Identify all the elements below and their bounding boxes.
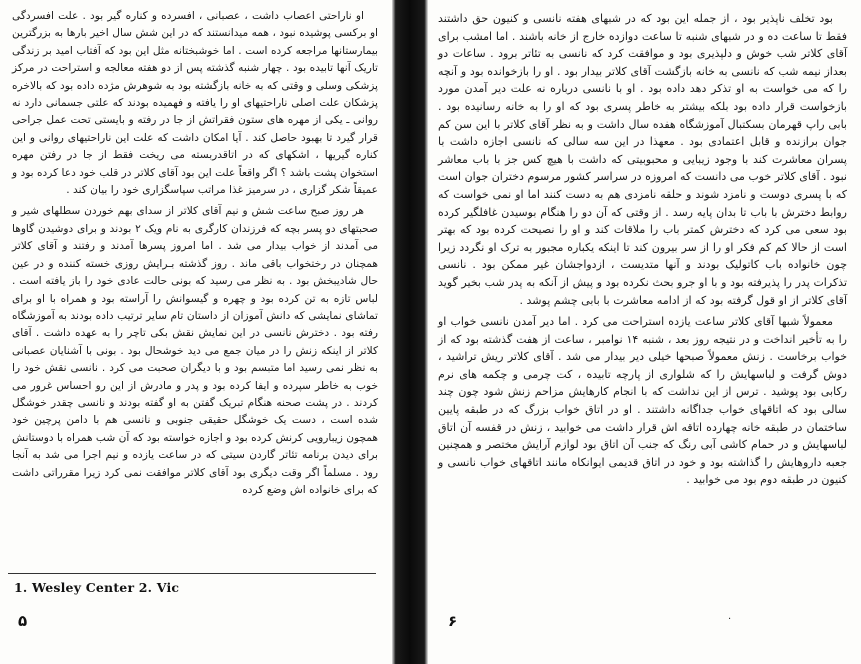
page-number: ۶ <box>448 612 458 630</box>
paragraph: هر روز صبح ساعت شش و نیم آقای کلاتر از سدای بهم خوردن سطلهای شیر و صحبتهای دو پسر بچه که فرزندان کارگری به نام ویک ۲ بودند و برای دوشیدن گاوها می آمدند از خواب بیدار می شد . اما امروز پسرها آمدند و رفتند و آقای کلاتر همچنان در رختخواب باقی ماند . روز گذشته بـرایش روزی خسته کننده و در عین حال شادیبخش بود . به نظر می رسید که بونی حالت عادی خود را باز یافته است . لباس تازه به تن کرده بود و چهره و گیسوانش را آراسته بود و همراه با او برای تماشای نمایشی که دانش آموزان از داستان تام سایر ترتیب داده بودند به آموزشگاه رفته بود . دخترش نانسی در این نمایش نقش بکی تاچر را به عهده داشت . آقای کلاتر از اینکه زنش را در میان جمع می دید خوشحال بود . بونی با آشنایان عصبانی به نظر نمی رسید اما متبسم بود و با دیگران صحبت می کرد . نانسی نقش خود را خوب به خاطر سپرده و ایفا کرده بود و پدر و مادرش از این رو احساس غرور می کردند . در پشت صحنه هنگام تبریک گفتن به او گفته بودند و نانسی چقدر خوشگل شده است ، دست یک خوشگل حقیقی جنوبی و نانسی هم با دامن پرچین خود همچون زیبارویی کرنش کرده بود و اجازه خواسته بود که آن شب همراه با دوستانش برای دیدن برنامه تئاتر گاردن سیتی که در ساعت یازده و نیم اجرا می شد به آنجا رود . مسلماً اگر وقت دیگری بود آقای کلاتر موافقت نمی کرد زیرا مقرراتی داشت که برای خانواده اش وضع کرده <box>12 205 379 496</box>
page-speck: · <box>728 614 732 625</box>
paragraph: او ناراحتی اعصاب داشت ، عصبانی ، افسرده و کناره گیر بود . علت افسردگی او برکسی پوشیده نبود ، همه میدانستند که در این شش سال اخیر بارها به بزرگترین بیمارستانها مراجعه کرده است . اما خوشبختانه مثل این بود که آفتاب امید بر زندگی تاریک آنها تابیده بود . چهار شنبه گذشته پس از دو هفته معالجه و استراحت در مرکز پزشکی وسلی و وقتی که به خانه بازگشته بود به شوهرش مژده داده بود که بالاخره پزشکان علت اصلی ناراحتیهای او را یافته و فهمیده بودند که علتی جسمانی دارد نه روانی ـ یکی از مهره های ستون فقراتش از جا در رفته و بایستی تحت عمل جراحی قرار گیرد تا بهبود حاصل کند . آیا امکان داشت که علت این ناراحتیهای روانی و این کناره گیریها ، اشکهای که در اتاقدربسته می ریخت فقط از جا در رفتن مهره استخوان پشت باشد ؟ اگر واقعاً علت این بود آقای کلاتر در قلب خود دعا کرده بود و عمیقاً شکر گزاری ، در سرمیز غذا مراتب سپاسگزاری خود را بیان کند . <box>12 10 378 197</box>
book-gutter <box>392 0 428 664</box>
page-number: ۵ <box>18 612 28 630</box>
footnote-divider <box>8 573 376 574</box>
paragraph: بود تخلف ناپذیر بود ، از جمله این بود که در شبهای هفته نانسی و کنیون حق داشتند فقط تا ساعت ده و در شبهای شنبه تا ساعت دوازده خارج از خانه باشند . اما امشب برای آقای کلاتر شب خوش و دلپذیری بود و موافقت کرد که نانسی به تئاتر برود . ساعات دو بعداز نیمه شب که نانسی به خانه بازگشت آقای کلاتر بیدار بود . او را بازخوانده بود و آنچه را که می خواست به او تذکر دهد داده بود . او با نانسی درباره نه علت دیر آمدن مورد بازخواست قرار داده بود بلکه بیشتر به خاطر پسری بود که او را به خانه رسانیده بود . بابی راپ قهرمان بسکتبال آموزشگاه هفده سال داشت و به نظر آقای کلاتر با این سن کم جوان برازنده و قابل اعتمادی بود . معهذا در این سه سالی که نانسی اجازه داشت با پسران معاشرت کند با وجود زیبایی و محبوبیتی که داشت با هیچ کس جز با باب معاشر نبود . آقای کلاتر خوب می دانست که امروزه در سراسر کشور مرسوم دختران جوان است که با پسری دوست و نامزد شوند و حلقه نامزدی هم به دست کنند اما او نمی خواست که روابط دخترش با باب تا بدان پایه رسد . از وقتی که آن دو را هنگام بوسیدن غافلگیر کرده بود سعی می کرد که دخترش کمتر باب را ملاقات کند و او را نصیحت کرده بود که بهتر است از حالا کم کم فکر او را از سر بیرون کند تا اینکه یکباره مجبور به ترک او نگردد زیرا چون خانواده باب کاتولیک بودند و آنها متدیست ، ازدواجشان غیر ممکن بود . نانسی تذکرات پدر را پذیرفته بود و با او جرو بحث نکرده بود و پیش از آنکه به پدر شب بخیر گوید آقای کلاتر از او قول گرفته بود که از ادامه معاشرت با بابی چشم پوشد . <box>438 12 847 307</box>
left-page <box>0 0 392 664</box>
left-page-body <box>12 8 378 499</box>
paragraph: معمولاً شبها آقای کلاتر ساعت یازده استراحت می کرد . اما دیر آمدن نانسی خواب او را به تأخیر انداخت و در نتیجه روز بعد ، شنبه ۱۴ نوامبر ، ساعت از هفت گذشته بود که از خواب برخاست . زنش معمولاً صبحها خیلی دیر بیدار می شد . آقای کلاتر ریش تراشید ، دوش گرفت و لباسهایش را که شلواری از پارچه تابیده ، کت چرمی و چکمه های نرم رکابی بود پوشید . ترس از این نداشت که با انجام کارهایش مزاحم زنش شود چون چند سالی بود که اتاقهای خواب جداگانه داشتند . او در اتاق خواب بزرگ که در طبقه پایین ساختمان در طبقه خانه چهارده اتاقه اش قرار داشت می خوابید ، زنش در قفسه آن اتاق لباسهایش و در حمام کاشی آبی رنگ که جنب آن اتاق بود لوازم آرایش مختصر و همچنین جعبه داروهایش را گذاشته بود و خود در اتاق قدیمی ایوانکاه مانند اتاقهای خواب نانسی و کنیون در طبقه دوم بود می خوابید . <box>438 315 847 487</box>
footnote: 1. Wesley Center 2. Vic <box>14 580 180 595</box>
right-page-body <box>438 10 847 489</box>
right-page <box>428 0 861 664</box>
